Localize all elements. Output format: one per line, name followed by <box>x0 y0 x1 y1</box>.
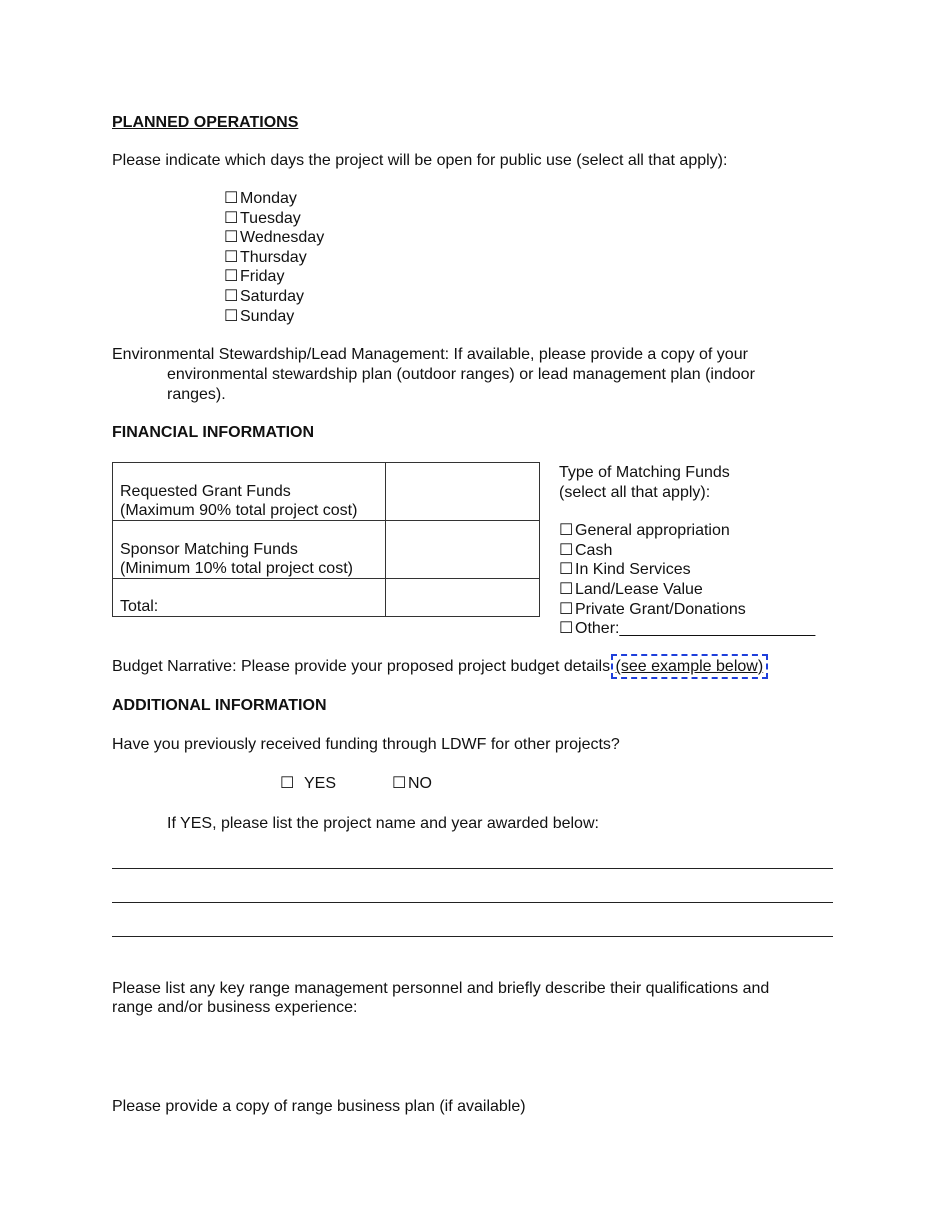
checkbox-icon[interactable]: ☐ <box>280 775 295 792</box>
requested-grant-funds-label: Requested Grant Funds (Maximum 90% total project cost) <box>113 463 386 521</box>
checkbox-icon[interactable]: ☐ <box>559 522 574 540</box>
environmental-text-line1: Environmental Stewardship/Lead Management: If available, please provide a copy of your <box>112 346 748 363</box>
personnel-question-line1: Please list any key range management personnel and briefly describe their qualifications and <box>112 980 770 997</box>
checkbox-icon[interactable]: ☐ <box>224 190 239 207</box>
planned-operations-heading: PLANNED OPERATIONS <box>112 114 299 131</box>
see-example-link[interactable]: (see example below) <box>615 658 764 675</box>
matching-option-general-appropriation[interactable]: ☐ General appropriation <box>559 522 730 540</box>
environmental-text-line3: ranges). <box>167 386 226 403</box>
answer-line[interactable] <box>112 902 833 903</box>
table-row <box>113 463 540 521</box>
matching-funds-title-line1: Type of Matching Funds <box>559 464 730 481</box>
day-option-wednesday[interactable] <box>224 228 324 248</box>
matching-option-private-grant-donations[interactable]: ☐ Private Grant/Donations <box>559 600 746 618</box>
open-days-question: Please indicate which days the project will be open for public use (select all that apply): <box>112 152 728 169</box>
matching-funds-block <box>559 463 815 639</box>
checkbox-icon[interactable]: ☐ <box>224 307 239 325</box>
budget-narrative <box>112 657 764 676</box>
day-label: Friday <box>240 268 285 286</box>
previous-funding-question: Have you previously received funding through LDWF for other projects? <box>112 736 620 753</box>
checkbox-icon[interactable]: ☐ <box>224 248 239 266</box>
total-field[interactable] <box>386 579 540 617</box>
budget-narrative-text: Budget Narrative: Please provide your proposed project budget details <box>112 658 611 675</box>
matching-funds-title-line2: (select all that apply): <box>559 483 711 501</box>
checkbox-icon[interactable]: ☐ <box>224 229 239 247</box>
checkbox-icon[interactable]: ☐ <box>559 600 574 618</box>
answer-line[interactable] <box>112 936 833 937</box>
business-plan-request: Please provide a copy of range business plan (if available) <box>112 1098 526 1115</box>
matching-option-land-lease-value[interactable]: ☐ Land/Lease Value <box>559 580 703 598</box>
yes-option[interactable]: ☐ YES <box>280 775 337 792</box>
if-yes-instruction: If YES, please list the project name and year awarded below: <box>167 815 599 832</box>
day-option-monday[interactable] <box>224 189 324 209</box>
financial-information-heading: FINANCIAL INFORMATION <box>112 424 315 441</box>
financial-table <box>112 462 540 617</box>
no-option[interactable]: ☐ NO <box>392 775 432 792</box>
sponsor-matching-funds-field[interactable] <box>386 521 540 579</box>
sponsor-matching-funds-label: Sponsor Matching Funds (Minimum 10% total project cost) <box>113 521 386 579</box>
checkbox-icon[interactable]: ☐ <box>224 287 239 305</box>
checkbox-icon[interactable]: ☐ <box>392 775 407 792</box>
day-label: Tuesday <box>240 209 301 227</box>
requested-grant-funds-field[interactable] <box>386 463 540 521</box>
personnel-question-line2: range and/or business experience: <box>112 999 358 1016</box>
checkbox-icon[interactable]: ☐ <box>224 209 239 227</box>
day-option-thursday[interactable] <box>224 248 324 268</box>
day-label: Saturday <box>240 287 305 305</box>
checkbox-icon[interactable]: ☐ <box>559 580 574 598</box>
checkbox-icon[interactable]: ☐ <box>224 268 239 286</box>
matching-option-other[interactable]: ☐ Other:______________________ <box>559 620 816 638</box>
environmental-text-line2: environmental stewardship plan (outdoor ranges) or lead management plan (indoor <box>167 366 755 383</box>
matching-option-cash[interactable]: ☐ Cash <box>559 541 613 559</box>
days-checkbox-list <box>224 189 324 326</box>
total-label: Total: <box>113 579 386 617</box>
day-label: Sunday <box>240 307 295 325</box>
day-option-friday[interactable] <box>224 267 324 287</box>
day-label: Wednesday <box>240 229 325 247</box>
matching-option-in-kind-services[interactable]: ☐ In Kind Services <box>559 561 691 579</box>
checkbox-icon[interactable]: ☐ <box>559 620 574 638</box>
checkbox-icon[interactable]: ☐ <box>559 561 574 579</box>
day-option-sunday[interactable] <box>224 307 324 327</box>
answer-line[interactable] <box>112 868 833 869</box>
day-option-tuesday[interactable] <box>224 209 324 229</box>
additional-information-heading: ADDITIONAL INFORMATION <box>112 697 327 714</box>
table-row <box>113 579 540 617</box>
checkbox-icon[interactable]: ☐ <box>559 541 574 559</box>
day-option-saturday[interactable] <box>224 287 324 307</box>
day-label: Monday <box>240 190 297 207</box>
table-row <box>113 521 540 579</box>
day-label: Thursday <box>240 248 307 266</box>
